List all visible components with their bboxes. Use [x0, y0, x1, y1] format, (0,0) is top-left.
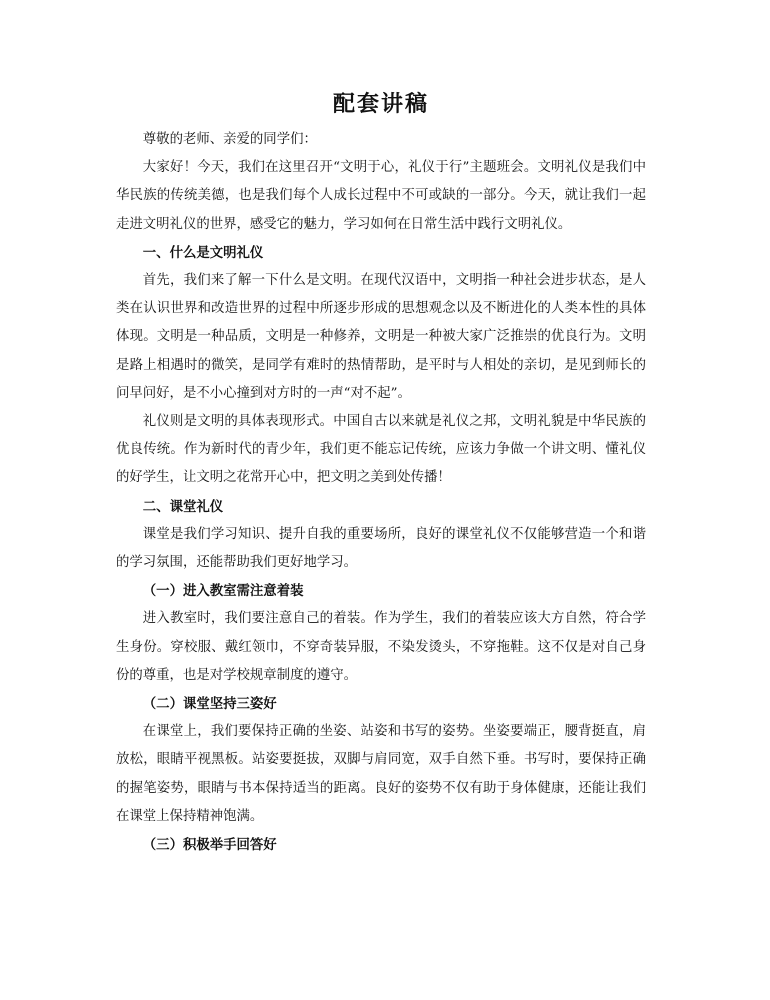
document-body: [116, 88, 646, 859]
page-title: 配套讲稿: [332, 91, 429, 117]
section-heading-2: 二、课堂礼仪: [142, 498, 224, 515]
section2-paragraph-1: 课堂是我们学习知识、提升自我的重要场所，良好的课堂礼仪不仅能够营造一个和谐的学习氛围，还能帮助我们更好地学习。: [116, 526, 646, 571]
intro-paragraph: 大家好！今天，我们在这里召开“文明于心，礼仪于行”主题班会。文明礼仪是我们中华民族的传统美德，也是我们每个人成长过程中不可或缺的一部分。今天，就让我们一起走进文明礼仪的世界，感受它的魅力，学习如何在日常生活中践行文明礼仪。: [116, 160, 646, 232]
subsection-heading-3: （三）积极举手回答好: [142, 837, 277, 854]
salutation: 尊敬的老师、亲爱的同学们：: [142, 132, 317, 147]
section1-paragraph-2: 礼仪则是文明的具体表现形式。中国自古以来就是礼仪之邦，文明礼貌是中华民族的优良传统。作为新时代的青少年，我们更不能忘记传统，应该力争做一个讲文明、懂礼仪的好学生，让文明之花常开心中，把文明之美到处传播！: [116, 414, 646, 486]
section-heading-1: 一、什么是文明礼仪: [142, 244, 264, 261]
subsection-heading-2: （二）课堂坚持三姿好: [142, 696, 277, 713]
subsection2-paragraph: 在课堂上，我们要保持正确的坐姿、站姿和书写的姿势。坐姿要端正，腰背挺直，肩放松，眼睛平视黑板。站姿要挺拔，双脚与肩同宽，双手自然下垂。书写时，要保持正确的握笔姿势，眼睛与书本保持适当的距离。良好的姿势不仅有助于身体健康，还能让我们在课堂上保持精神饱满。: [116, 724, 646, 824]
section1-paragraph-1: 首先，我们来了解一下什么是文明。在现代汉语中，文明指一种社会进步状态，是人类在认识世界和改造世界的过程中所逐步形成的思想观念以及不断进化的人类本性的具体体现。文明是一种品质，文明是一种修养，文明是一种被大家广泛推崇的优良行为。文明是路上相遇时的微笑，是同学有难时的热情帮助，是平时与人相处的亲切，是见到师长的问早问好，是不小心撞到对方时的一声“对不起”。: [116, 273, 646, 401]
subsection1-paragraph: 进入教室时，我们要注意自己的着装。作为学生，我们的着装应该大方自然，符合学生身份。穿校服、戴红领巾，不穿奇装异服，不染发烫头，不穿拖鞋。这不仅是对自己身份的尊重，也是对学校规章制度的遵守。: [116, 611, 646, 683]
subsection-heading-1: （一）进入教室需注意着装: [142, 583, 304, 600]
